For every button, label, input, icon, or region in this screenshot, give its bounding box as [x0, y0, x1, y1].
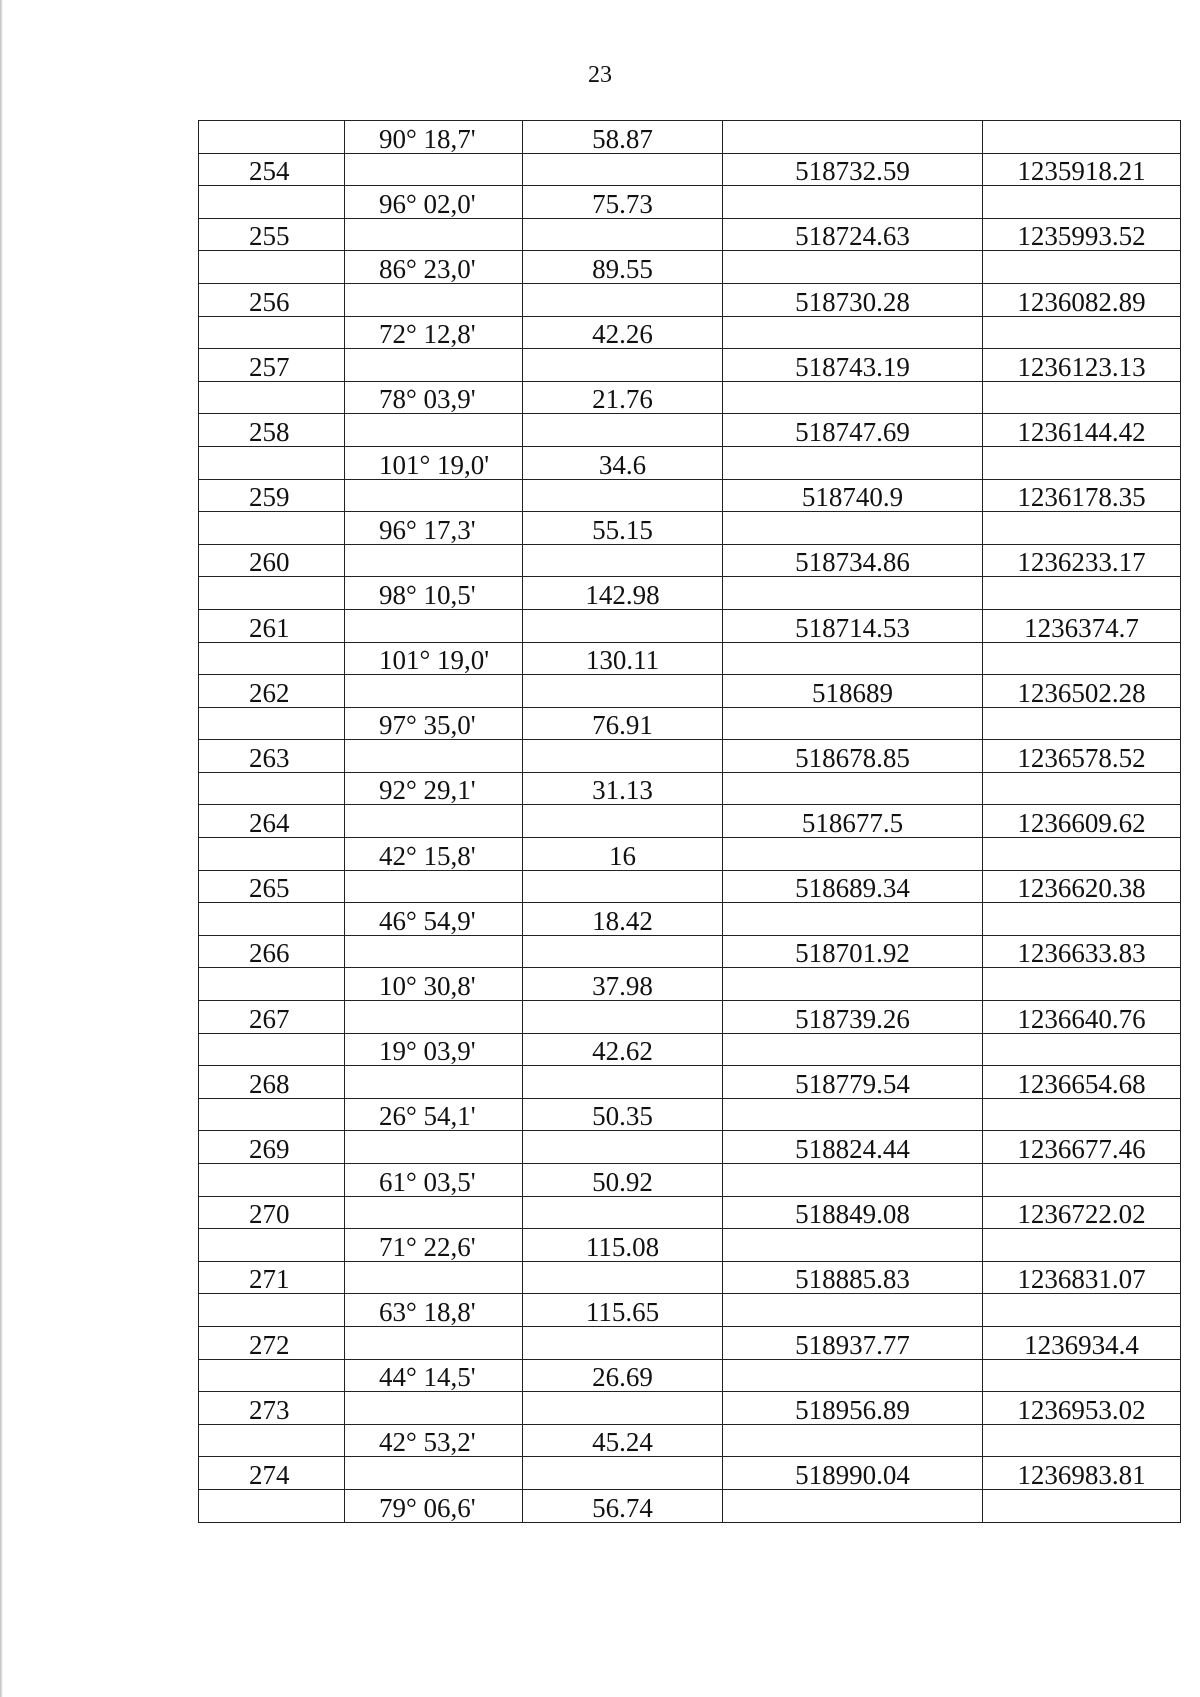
table-row: [199, 1294, 1181, 1327]
y-coordinate-cell: 1236609.62: [983, 805, 1181, 838]
length-cell: [523, 935, 723, 968]
angle-cell: [345, 675, 523, 708]
length-cell: [523, 218, 723, 251]
angle-cell: 10° 30,8': [345, 968, 523, 1001]
length-cell: 142.98: [523, 577, 723, 610]
point-cell: 260: [199, 544, 345, 577]
angle-cell: [345, 1457, 523, 1490]
point-cell: [199, 1098, 345, 1131]
y-coordinate-cell: 1235993.52: [983, 218, 1181, 251]
table-row: [199, 577, 1181, 610]
x-coordinate-cell: 518740.9: [723, 479, 983, 512]
angle-cell: 44° 14,5': [345, 1359, 523, 1392]
x-coordinate-cell: 518956.89: [723, 1392, 983, 1425]
table-row: [199, 544, 1181, 577]
angle-cell: 71° 22,6': [345, 1229, 523, 1262]
x-coordinate-cell: 518732.59: [723, 153, 983, 186]
y-coordinate-cell: 1236934.4: [983, 1326, 1181, 1359]
x-coordinate-cell: 518885.83: [723, 1261, 983, 1294]
x-coordinate-cell: [723, 968, 983, 1001]
page-number: 23: [588, 62, 612, 88]
angle-cell: 26° 54,1': [345, 1098, 523, 1131]
y-coordinate-cell: [983, 512, 1181, 545]
angle-cell: [345, 1196, 523, 1229]
table-row: [199, 1326, 1181, 1359]
y-coordinate-cell: [983, 251, 1181, 284]
point-cell: 267: [199, 1001, 345, 1034]
point-cell: 271: [199, 1261, 345, 1294]
angle-cell: 61° 03,5': [345, 1164, 523, 1197]
length-cell: 115.65: [523, 1294, 723, 1327]
length-cell: [523, 1131, 723, 1164]
point-cell: [199, 1033, 345, 1066]
angle-cell: 72° 12,8': [345, 316, 523, 349]
x-coordinate-cell: [723, 512, 983, 545]
table-row: [199, 1457, 1181, 1490]
table-row: [199, 675, 1181, 708]
table-row: [199, 381, 1181, 414]
table-row: [199, 186, 1181, 219]
x-coordinate-cell: 518701.92: [723, 935, 983, 968]
table-row: [199, 1001, 1181, 1034]
angle-cell: 98° 10,5': [345, 577, 523, 610]
point-cell: [199, 903, 345, 936]
length-cell: 115.08: [523, 1229, 723, 1262]
angle-cell: [345, 1326, 523, 1359]
angle-cell: 79° 06,6': [345, 1489, 523, 1522]
y-coordinate-cell: 1236677.46: [983, 1131, 1181, 1164]
table-row: [199, 642, 1181, 675]
x-coordinate-cell: 518747.69: [723, 414, 983, 447]
angle-cell: [345, 1392, 523, 1425]
y-coordinate-cell: [983, 1359, 1181, 1392]
length-cell: 89.55: [523, 251, 723, 284]
table-row: [199, 935, 1181, 968]
x-coordinate-cell: [723, 1294, 983, 1327]
angle-cell: [345, 870, 523, 903]
angle-cell: 96° 02,0': [345, 186, 523, 219]
point-cell: 259: [199, 479, 345, 512]
y-coordinate-cell: [983, 1033, 1181, 1066]
point-cell: 270: [199, 1196, 345, 1229]
x-coordinate-cell: [723, 1098, 983, 1131]
length-cell: [523, 1457, 723, 1490]
point-cell: [199, 838, 345, 871]
x-coordinate-cell: 518714.53: [723, 609, 983, 642]
length-cell: 34.6: [523, 446, 723, 479]
table-row: [199, 121, 1181, 154]
table-row: [199, 740, 1181, 773]
x-coordinate-cell: [723, 446, 983, 479]
y-coordinate-cell: 1236144.42: [983, 414, 1181, 447]
table-row: [199, 218, 1181, 251]
length-cell: 45.24: [523, 1424, 723, 1457]
x-coordinate-cell: 518824.44: [723, 1131, 983, 1164]
length-cell: 31.13: [523, 772, 723, 805]
length-cell: 26.69: [523, 1359, 723, 1392]
angle-cell: 63° 18,8': [345, 1294, 523, 1327]
table-row: [199, 349, 1181, 382]
x-coordinate-cell: 518678.85: [723, 740, 983, 773]
angle-cell: 90° 18,7': [345, 121, 523, 154]
y-coordinate-cell: [983, 577, 1181, 610]
table-row: [199, 283, 1181, 316]
y-coordinate-cell: [983, 1294, 1181, 1327]
y-coordinate-cell: 1236082.89: [983, 283, 1181, 316]
y-coordinate-cell: [983, 968, 1181, 1001]
table-row: [199, 1489, 1181, 1522]
point-cell: [199, 642, 345, 675]
y-coordinate-cell: [983, 903, 1181, 936]
length-cell: 55.15: [523, 512, 723, 545]
point-cell: [199, 1424, 345, 1457]
point-cell: 273: [199, 1392, 345, 1425]
table-row: [199, 414, 1181, 447]
x-coordinate-cell: [723, 772, 983, 805]
y-coordinate-cell: [983, 121, 1181, 154]
point-cell: 255: [199, 218, 345, 251]
angle-cell: 86° 23,0': [345, 251, 523, 284]
table-row: [199, 772, 1181, 805]
table-row: [199, 1098, 1181, 1131]
y-coordinate-cell: [983, 707, 1181, 740]
angle-cell: [345, 349, 523, 382]
y-coordinate-cell: [983, 316, 1181, 349]
length-cell: [523, 675, 723, 708]
x-coordinate-cell: 518730.28: [723, 283, 983, 316]
point-cell: [199, 1489, 345, 1522]
angle-cell: [345, 153, 523, 186]
table-row: [199, 1131, 1181, 1164]
x-coordinate-cell: [723, 903, 983, 936]
point-cell: [199, 446, 345, 479]
angle-cell: 96° 17,3': [345, 512, 523, 545]
point-cell: 263: [199, 740, 345, 773]
x-coordinate-cell: [723, 121, 983, 154]
length-cell: [523, 1196, 723, 1229]
y-coordinate-cell: 1236831.07: [983, 1261, 1181, 1294]
point-cell: [199, 968, 345, 1001]
y-coordinate-cell: 1236983.81: [983, 1457, 1181, 1490]
angle-cell: [345, 805, 523, 838]
point-cell: [199, 1294, 345, 1327]
angle-cell: 97° 35,0': [345, 707, 523, 740]
point-cell: 265: [199, 870, 345, 903]
y-coordinate-cell: [983, 186, 1181, 219]
x-coordinate-cell: 518739.26: [723, 1001, 983, 1034]
length-cell: [523, 153, 723, 186]
table-row: [199, 153, 1181, 186]
x-coordinate-cell: 518743.19: [723, 349, 983, 382]
length-cell: [523, 1261, 723, 1294]
angle-cell: [345, 218, 523, 251]
y-coordinate-cell: [983, 1098, 1181, 1131]
table-row: [199, 1229, 1181, 1262]
angle-cell: [345, 544, 523, 577]
x-coordinate-cell: [723, 707, 983, 740]
table-row: [199, 1359, 1181, 1392]
table-row: [199, 609, 1181, 642]
length-cell: 21.76: [523, 381, 723, 414]
y-coordinate-cell: 1235918.21: [983, 153, 1181, 186]
point-cell: [199, 512, 345, 545]
point-cell: 272: [199, 1326, 345, 1359]
angle-cell: 46° 54,9': [345, 903, 523, 936]
y-coordinate-cell: 1236123.13: [983, 349, 1181, 382]
length-cell: [523, 609, 723, 642]
y-coordinate-cell: 1236178.35: [983, 479, 1181, 512]
y-coordinate-cell: [983, 1229, 1181, 1262]
point-cell: [199, 121, 345, 154]
length-cell: [523, 1326, 723, 1359]
y-coordinate-cell: 1236640.76: [983, 1001, 1181, 1034]
x-coordinate-cell: [723, 1229, 983, 1262]
y-coordinate-cell: 1236374.7: [983, 609, 1181, 642]
point-cell: 264: [199, 805, 345, 838]
x-coordinate-cell: [723, 251, 983, 284]
x-coordinate-cell: [723, 1164, 983, 1197]
x-coordinate-cell: [723, 1033, 983, 1066]
table-row: [199, 446, 1181, 479]
table-row: [199, 805, 1181, 838]
x-coordinate-cell: [723, 1489, 983, 1522]
table-row: [199, 1261, 1181, 1294]
point-cell: [199, 1359, 345, 1392]
length-cell: [523, 1066, 723, 1099]
scan-edge: [0, 0, 3, 1697]
angle-cell: [345, 479, 523, 512]
point-cell: [199, 577, 345, 610]
x-coordinate-cell: [723, 316, 983, 349]
x-coordinate-cell: [723, 838, 983, 871]
angle-cell: 101° 19,0': [345, 446, 523, 479]
angle-cell: 42° 53,2': [345, 1424, 523, 1457]
length-cell: [523, 283, 723, 316]
table-row: [199, 903, 1181, 936]
x-coordinate-cell: [723, 381, 983, 414]
y-coordinate-cell: [983, 1424, 1181, 1457]
angle-cell: [345, 283, 523, 316]
length-cell: 50.35: [523, 1098, 723, 1131]
y-coordinate-cell: 1236654.68: [983, 1066, 1181, 1099]
y-coordinate-cell: [983, 838, 1181, 871]
angle-cell: [345, 609, 523, 642]
x-coordinate-cell: [723, 186, 983, 219]
point-cell: [199, 1229, 345, 1262]
x-coordinate-cell: 518677.5: [723, 805, 983, 838]
length-cell: 42.26: [523, 316, 723, 349]
length-cell: [523, 870, 723, 903]
y-coordinate-cell: 1236578.52: [983, 740, 1181, 773]
length-cell: [523, 1001, 723, 1034]
table-row: [199, 1196, 1181, 1229]
table-row: [199, 512, 1181, 545]
point-cell: 258: [199, 414, 345, 447]
table-row: [199, 968, 1181, 1001]
point-cell: 274: [199, 1457, 345, 1490]
point-cell: [199, 772, 345, 805]
y-coordinate-cell: [983, 381, 1181, 414]
x-coordinate-cell: 518849.08: [723, 1196, 983, 1229]
table-row: [199, 316, 1181, 349]
y-coordinate-cell: 1236953.02: [983, 1392, 1181, 1425]
angle-cell: 42° 15,8': [345, 838, 523, 871]
table-row: [199, 1164, 1181, 1197]
table-row: [199, 1033, 1181, 1066]
x-coordinate-cell: 518990.04: [723, 1457, 983, 1490]
point-cell: [199, 1164, 345, 1197]
x-coordinate-cell: 518734.86: [723, 544, 983, 577]
x-coordinate-cell: [723, 1359, 983, 1392]
y-coordinate-cell: [983, 772, 1181, 805]
point-cell: [199, 316, 345, 349]
angle-cell: 101° 19,0': [345, 642, 523, 675]
angle-cell: 92° 29,1': [345, 772, 523, 805]
x-coordinate-cell: [723, 577, 983, 610]
angle-cell: [345, 1001, 523, 1034]
table-row: [199, 251, 1181, 284]
point-cell: [199, 381, 345, 414]
y-coordinate-cell: [983, 1164, 1181, 1197]
point-cell: 266: [199, 935, 345, 968]
y-coordinate-cell: 1236722.02: [983, 1196, 1181, 1229]
length-cell: 18.42: [523, 903, 723, 936]
y-coordinate-cell: [983, 642, 1181, 675]
angle-cell: 78° 03,9': [345, 381, 523, 414]
x-coordinate-cell: [723, 1424, 983, 1457]
table-row: [199, 1424, 1181, 1457]
length-cell: [523, 1392, 723, 1425]
table-row: [199, 707, 1181, 740]
angle-cell: [345, 1131, 523, 1164]
length-cell: 50.92: [523, 1164, 723, 1197]
length-cell: [523, 805, 723, 838]
point-cell: 269: [199, 1131, 345, 1164]
x-coordinate-cell: [723, 642, 983, 675]
point-cell: 257: [199, 349, 345, 382]
length-cell: 37.98: [523, 968, 723, 1001]
table-row: [199, 838, 1181, 871]
coordinates-table: [198, 120, 1181, 1523]
y-coordinate-cell: 1236233.17: [983, 544, 1181, 577]
length-cell: 16: [523, 838, 723, 871]
length-cell: [523, 479, 723, 512]
angle-cell: [345, 1066, 523, 1099]
x-coordinate-cell: 518724.63: [723, 218, 983, 251]
y-coordinate-cell: [983, 446, 1181, 479]
length-cell: 75.73: [523, 186, 723, 219]
length-cell: 42.62: [523, 1033, 723, 1066]
point-cell: 261: [199, 609, 345, 642]
angle-cell: [345, 1261, 523, 1294]
point-cell: [199, 251, 345, 284]
angle-cell: 19° 03,9': [345, 1033, 523, 1066]
x-coordinate-cell: 518779.54: [723, 1066, 983, 1099]
table-body: [199, 121, 1181, 1523]
length-cell: [523, 414, 723, 447]
table-row: [199, 1066, 1181, 1099]
y-coordinate-cell: [983, 1489, 1181, 1522]
length-cell: [523, 740, 723, 773]
length-cell: 56.74: [523, 1489, 723, 1522]
point-cell: 268: [199, 1066, 345, 1099]
point-cell: 262: [199, 675, 345, 708]
y-coordinate-cell: 1236633.83: [983, 935, 1181, 968]
length-cell: [523, 349, 723, 382]
length-cell: 130.11: [523, 642, 723, 675]
y-coordinate-cell: 1236620.38: [983, 870, 1181, 903]
length-cell: 76.91: [523, 707, 723, 740]
point-cell: 254: [199, 153, 345, 186]
x-coordinate-cell: 518689.34: [723, 870, 983, 903]
point-cell: [199, 186, 345, 219]
x-coordinate-cell: 518937.77: [723, 1326, 983, 1359]
angle-cell: [345, 935, 523, 968]
x-coordinate-cell: 518689: [723, 675, 983, 708]
point-cell: [199, 707, 345, 740]
table-row: [199, 479, 1181, 512]
length-cell: 58.87: [523, 121, 723, 154]
table-row: [199, 870, 1181, 903]
length-cell: [523, 544, 723, 577]
y-coordinate-cell: 1236502.28: [983, 675, 1181, 708]
angle-cell: [345, 740, 523, 773]
angle-cell: [345, 414, 523, 447]
point-cell: 256: [199, 283, 345, 316]
table-row: [199, 1392, 1181, 1425]
